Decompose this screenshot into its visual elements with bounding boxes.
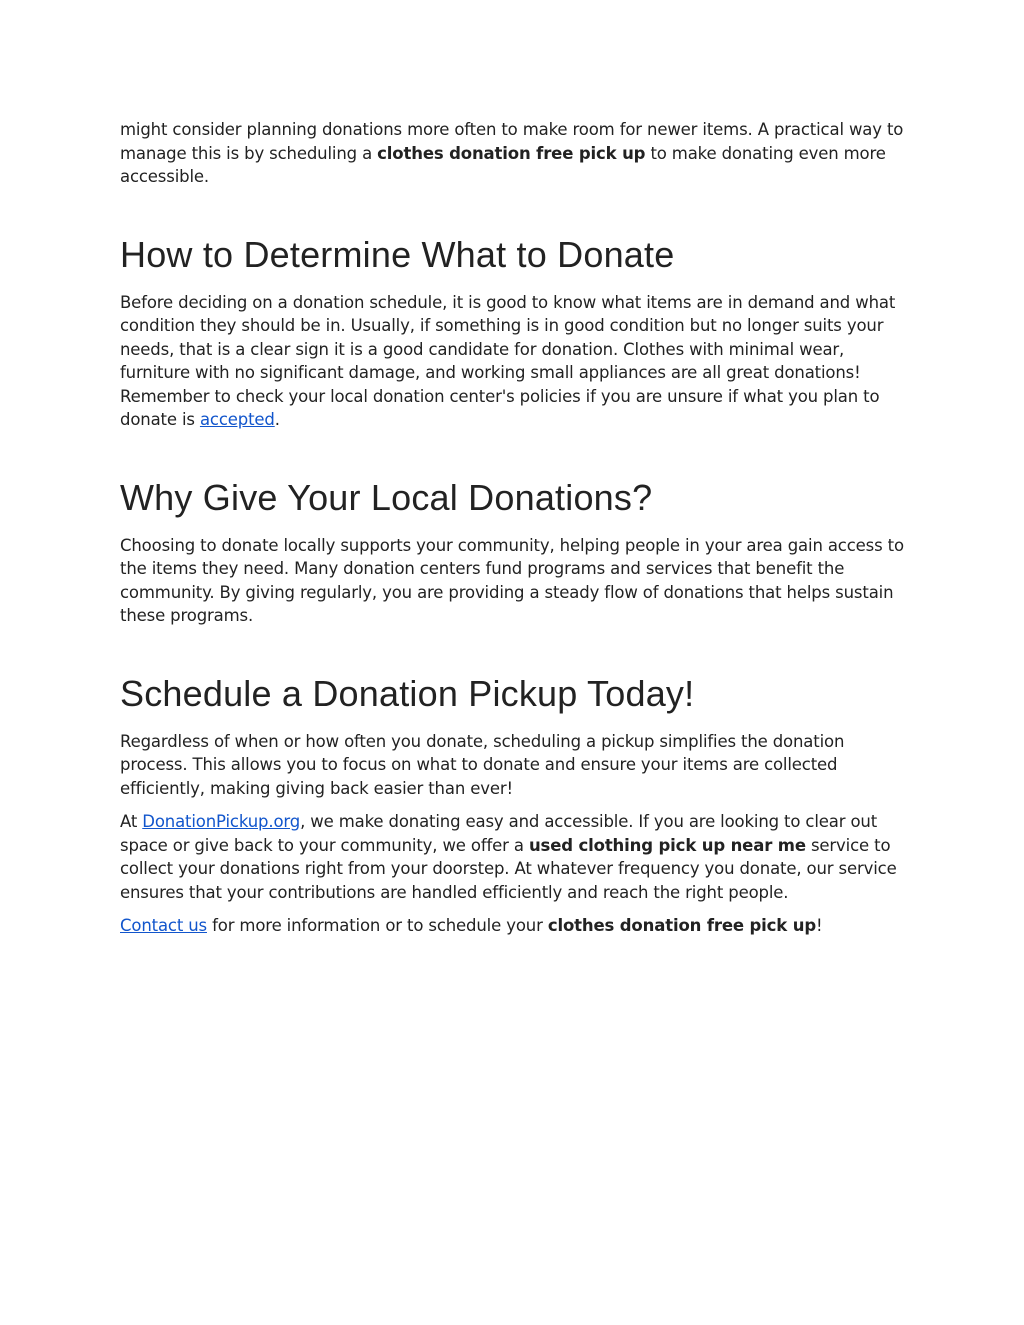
determine-text-1: Before deciding on a donation schedule, it is good to know what items are in demand and what condition they should be in. Usually, if something is in good condition but no longer suits your needs, that is a clear sign it is a good candidate for donation. Clothes with minimal wear, furniture with no significant damage, and working small appliances are all great donations! Remember to check your local donation center's policies if you are unsure if what you plan to donate is	[120, 292, 896, 429]
schedule-p2-text-1: At	[120, 812, 143, 831]
local-paragraph: Choosing to donate locally supports your community, helping people in your area gain access to the items they need. Many donation centers fund programs and services that benefit the community. By giving regularly, you are providing a steady flow of donations that helps sustain these programs.	[120, 535, 904, 625]
schedule-paragraph-1: Regardless of when or how often you donate, scheduling a pickup simplifies the donation process. This allows you to focus on what to donate and ensure your items are collected efficiently, making giving back easier than ever!	[120, 731, 845, 798]
schedule-p2-bold-keyword: used clothing pick up near me	[528, 835, 806, 855]
heading-schedule-pickup: Schedule a Donation Pickup Today!	[120, 672, 695, 714]
intro-bold-keyword: clothes donation free pick up	[377, 143, 646, 163]
intro-paragraph	[120, 118, 910, 189]
heading-determine: How to Determine What to Donate	[120, 233, 675, 275]
accepted-link[interactable]: accepted	[199, 410, 275, 429]
donationpickup-link[interactable]: DonationPickup.org	[142, 812, 301, 831]
determine-paragraph	[120, 291, 910, 432]
schedule-paragraph-2	[120, 810, 910, 904]
intro-text-2: to make donating even more accessible.	[120, 143, 886, 186]
schedule-p2-text-2: , we make donating easy and accessible. If you are looking to clear out space or give back to your community, we offer a	[120, 812, 878, 855]
heading-local-donations: Why Give Your Local Donations?	[120, 476, 653, 518]
schedule-paragraph-3	[120, 914, 910, 938]
schedule-p3-text-1: for more information or to schedule your	[207, 916, 548, 935]
intro-text-1: might consider planning donations more often to make room for newer items. A practical way to manage this is by scheduling a	[120, 120, 904, 163]
determine-text-2: .	[274, 410, 280, 429]
schedule-p3-bold-keyword: clothes donation free pick up	[547, 916, 816, 935]
schedule-p2-text-3: service to collect your donations right from your doorstep. At whatever frequency you donate, our service ensures that your contributions are handled efficiently and reach the right people.	[120, 835, 897, 902]
contact-us-link[interactable]: Contact us	[120, 916, 207, 935]
schedule-p3-text-2: !	[816, 916, 823, 935]
document-page	[120, 118, 910, 948]
